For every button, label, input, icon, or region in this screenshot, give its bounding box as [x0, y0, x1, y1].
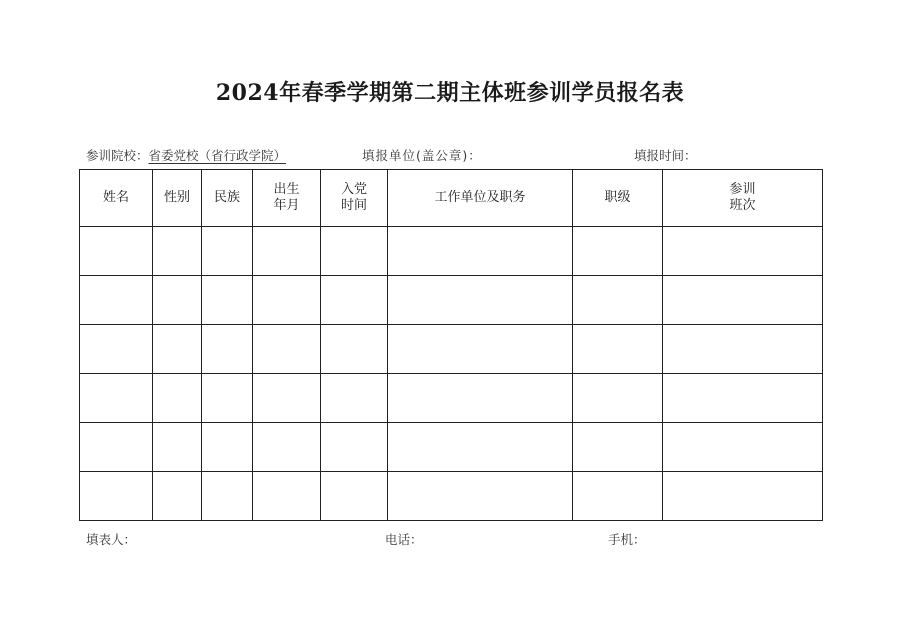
table-cell[interactable]	[202, 325, 253, 374]
column-header	[80, 170, 153, 227]
registration-table	[79, 169, 823, 521]
school-value[interactable]: 省委党校（省行政学院）	[148, 148, 287, 163]
table-cell[interactable]	[202, 276, 253, 325]
table-cell[interactable]	[153, 227, 202, 276]
table-cell[interactable]	[80, 472, 153, 521]
table-cell[interactable]	[253, 227, 321, 276]
table-cell[interactable]	[153, 423, 202, 472]
table-cell[interactable]	[80, 276, 153, 325]
table-cell[interactable]	[388, 423, 573, 472]
table-cell[interactable]	[253, 276, 321, 325]
table-cell[interactable]	[321, 325, 388, 374]
table-cell[interactable]	[388, 227, 573, 276]
column-header-text: 入党	[340, 182, 367, 197]
table-cell[interactable]	[321, 374, 388, 423]
table-row	[80, 423, 823, 472]
column-header-text: 姓名	[102, 190, 129, 205]
table-cell[interactable]	[80, 423, 153, 472]
column-header-text: 时间	[340, 198, 367, 213]
school-field	[86, 146, 304, 164]
column-header	[253, 170, 321, 227]
table-cell[interactable]	[321, 423, 388, 472]
column-header	[388, 170, 573, 227]
table-cell[interactable]	[202, 227, 253, 276]
table-cell[interactable]	[388, 325, 573, 374]
table-row	[80, 325, 823, 374]
column-header-text: 班次	[729, 198, 756, 213]
table-cell[interactable]	[153, 472, 202, 521]
table-cell[interactable]	[253, 423, 321, 472]
filler-label: 填表人：	[86, 532, 137, 547]
table-cell[interactable]	[663, 423, 823, 472]
table-cell[interactable]	[663, 472, 823, 521]
header-row	[80, 170, 823, 227]
table-cell[interactable]	[202, 423, 253, 472]
table-cell[interactable]	[253, 472, 321, 521]
column-header-text: 工作单位及职务	[434, 190, 526, 205]
table-cell[interactable]	[202, 472, 253, 521]
column-header	[202, 170, 253, 227]
table-cell[interactable]	[663, 374, 823, 423]
table-row	[80, 374, 823, 423]
table-cell[interactable]	[321, 227, 388, 276]
table-cell[interactable]	[202, 374, 253, 423]
table-row	[80, 227, 823, 276]
table-cell[interactable]	[321, 472, 388, 521]
table-cell[interactable]	[663, 325, 823, 374]
school-label: 参训院校：	[86, 148, 149, 163]
table-cell[interactable]	[663, 227, 823, 276]
form-title: 2024年春季学期第二期主体班参训学员报名表	[215, 80, 685, 106]
table-cell[interactable]	[573, 472, 663, 521]
table-cell[interactable]	[253, 374, 321, 423]
column-header-text: 出生	[273, 182, 300, 197]
column-header	[321, 170, 388, 227]
table-cell[interactable]	[388, 276, 573, 325]
mobile-label: 手机：	[608, 532, 646, 547]
unit-label: 填报单位(盖公章)：	[362, 148, 482, 163]
table-cell[interactable]	[663, 276, 823, 325]
table-body	[80, 227, 823, 521]
column-header-text: 性别	[163, 190, 190, 205]
table-row	[80, 472, 823, 521]
column-header	[573, 170, 663, 227]
phone-label: 电话：	[385, 532, 423, 547]
table-cell[interactable]	[253, 325, 321, 374]
table-cell[interactable]	[321, 276, 388, 325]
table-cell[interactable]	[153, 276, 202, 325]
table-cell[interactable]	[573, 374, 663, 423]
table-cell[interactable]	[80, 374, 153, 423]
column-header	[153, 170, 202, 227]
table-cell[interactable]	[153, 374, 202, 423]
column-header-text: 职级	[604, 190, 631, 205]
table-cell[interactable]	[153, 325, 202, 374]
time-label: 填报时间：	[634, 148, 697, 163]
column-header-text: 民族	[213, 190, 240, 205]
table-cell[interactable]	[80, 227, 153, 276]
table-cell[interactable]	[80, 325, 153, 374]
table-cell[interactable]	[573, 227, 663, 276]
table-row	[80, 276, 823, 325]
column-header-text: 年月	[273, 198, 300, 213]
column-header	[663, 170, 823, 227]
table-cell[interactable]	[573, 325, 663, 374]
table-cell[interactable]	[388, 374, 573, 423]
table-cell[interactable]	[573, 276, 663, 325]
table-cell[interactable]	[573, 423, 663, 472]
table-cell[interactable]	[388, 472, 573, 521]
column-header-text: 参训	[729, 182, 756, 197]
